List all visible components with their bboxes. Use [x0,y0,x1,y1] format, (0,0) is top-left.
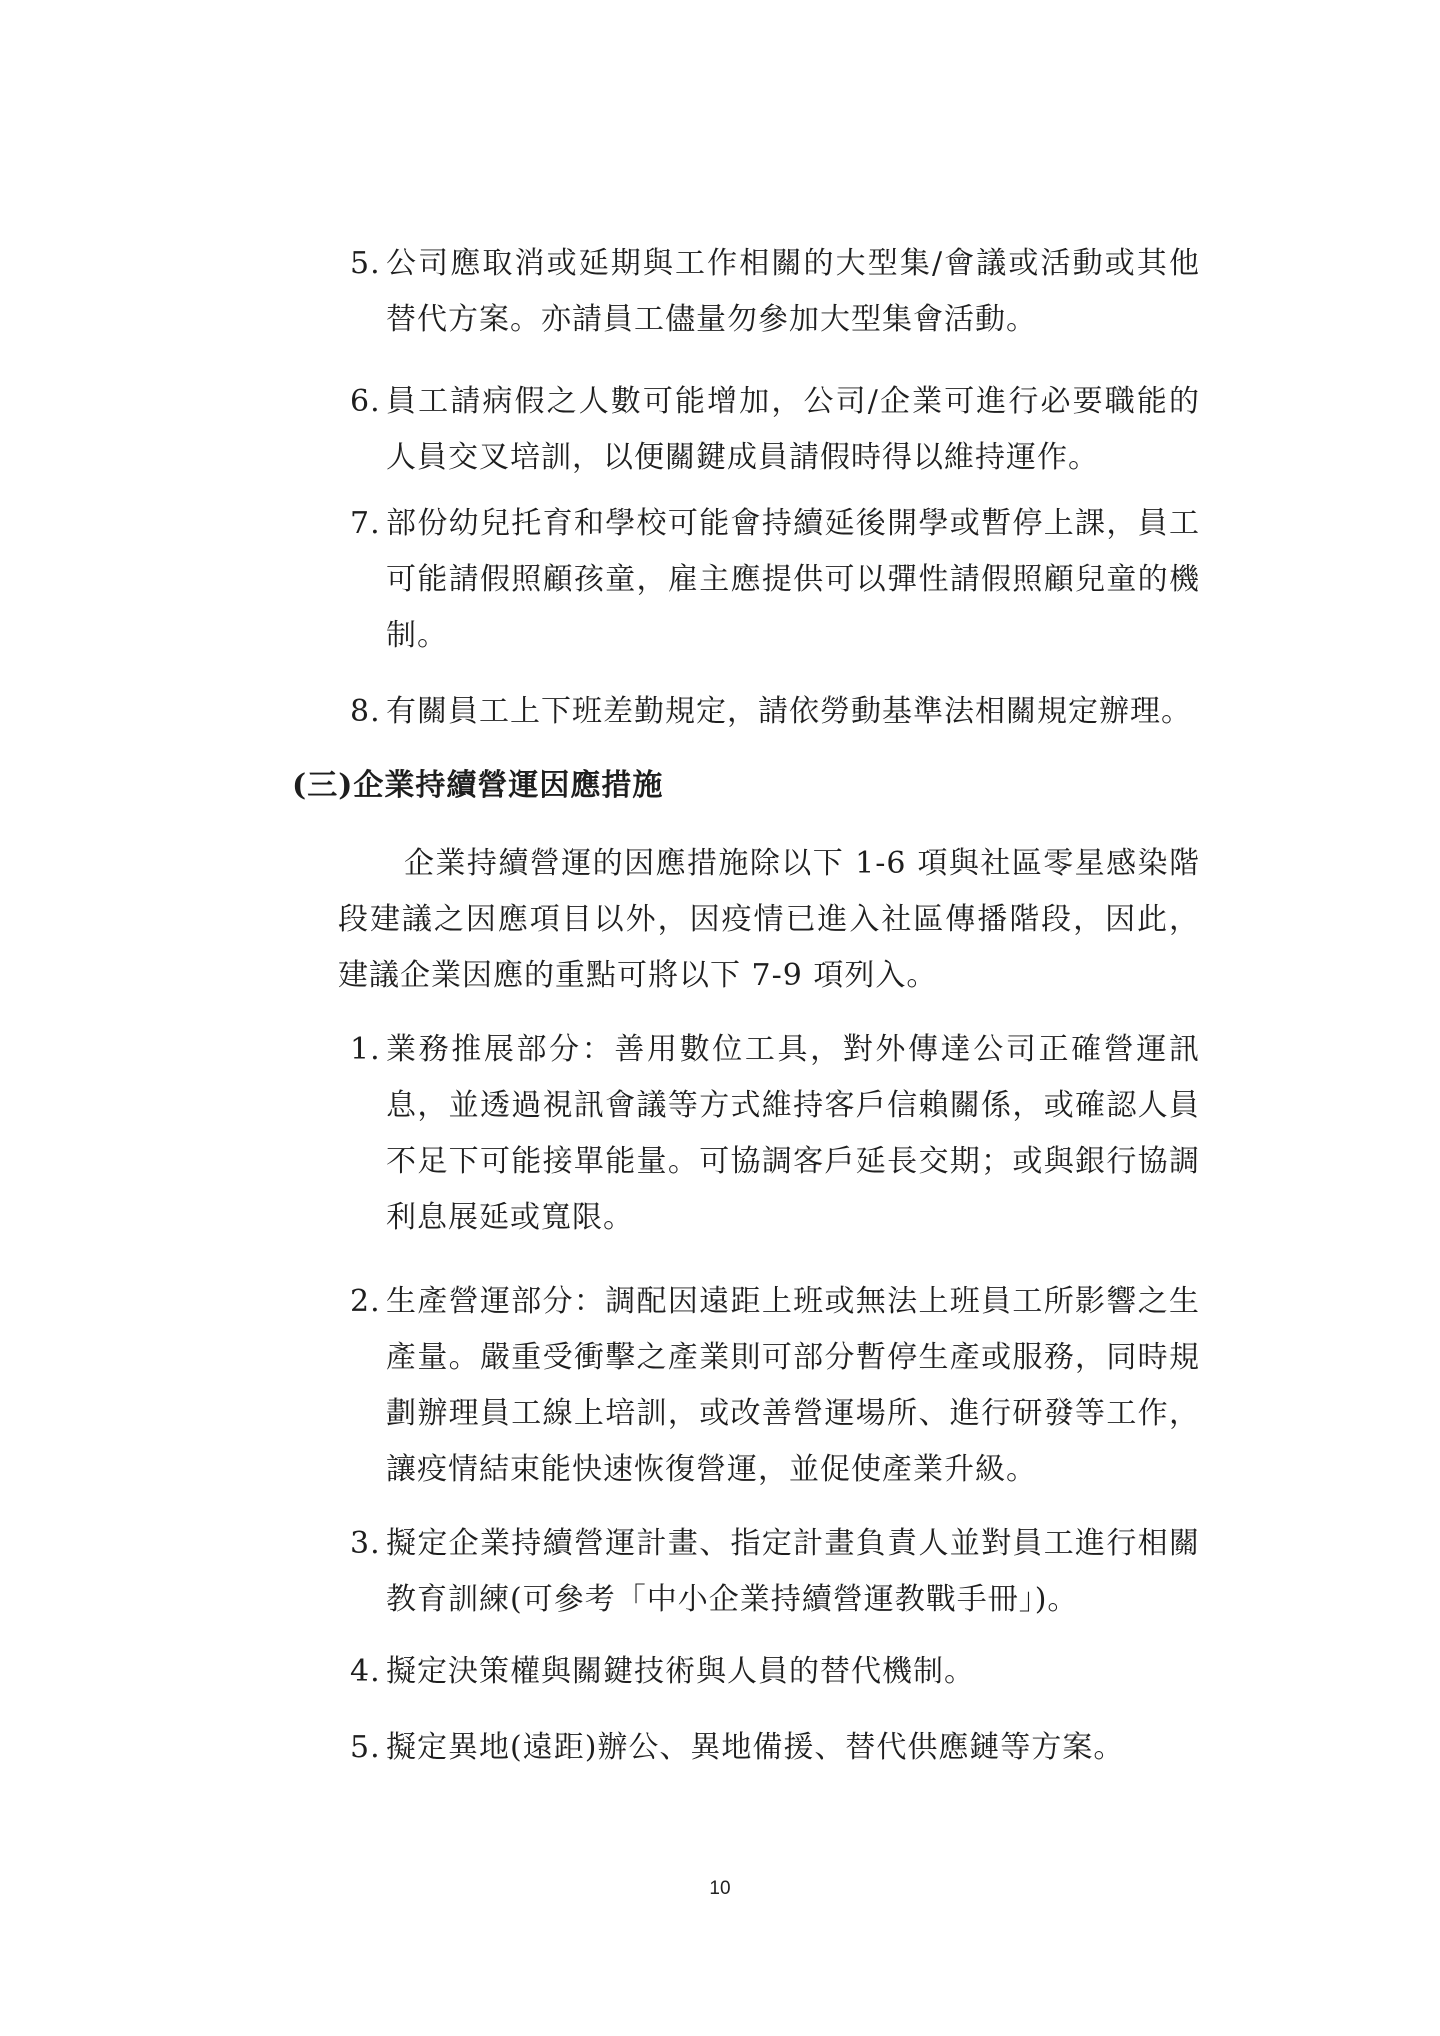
item-text: 業務推展部分：善用數位工具，對外傳達公司正確營運訊息，並透過視訊會議等方式維持客戶信賴關係，或確認人員不足下可能接單能量。可協調客戶延長交期；或與銀行協調利息展延或寬限。 [386,1032,1200,1235]
item-text: 部份幼兒托育和學校可能會持續延後開學或暫停上課，員工可能請假照顧孩童，雇主應提供可以彈性請假照顧兒童的機制。 [386,506,1200,653]
list-item [350,1022,1200,1246]
page-number: 10 [709,1878,731,1899]
list-item [350,1274,1200,1498]
list-item [350,1644,1200,1700]
list-item [350,1516,1200,1628]
item-number: 1. [350,1032,381,1067]
list-item [350,1720,1200,1776]
item-text: 擬定決策權與關鍵技術與人員的替代機制。 [386,1654,975,1689]
item-text: 生產營運部分：調配因遠距上班或無法上班員工所影響之生產量。嚴重受衝擊之產業則可部分暫停生產或服務，同時規劃辦理員工線上培訓，或改善營運場所、進行研發等工作，讓疫情結束能快速恢復營運，並促使產業升級。 [386,1284,1200,1487]
list-item [350,496,1200,664]
item-text: 擬定企業持續營運計畫、指定計畫負責人並對員工進行相關教育訓練(可參考「中小企業持續營運教戰手冊」)。 [386,1526,1200,1617]
item-text: 公司應取消或延期與工作相關的大型集/會議或活動或其他替代方案。亦請員工儘量勿參加大型集會活動。 [386,246,1200,337]
item-number: 8. [350,694,381,729]
item-number: 5. [350,1730,381,1765]
list-item [350,684,1200,740]
section-heading: (三)企業持續營運因應措施 [292,768,664,803]
intro-paragraph: 企業持續營運的因應措施除以下 1-6 項與社區零星感染階段建議之因應項目以外，因疫情已進入社區傳播階段，因此，建議企業因應的重點可將以下 7-9 項列入。 [338,846,1200,993]
item-number: 6. [350,384,381,419]
item-number: 2. [350,1284,381,1319]
item-number: 5. [350,246,381,281]
item-number: 4. [350,1654,381,1689]
item-number: 3. [350,1526,381,1561]
list-item [350,374,1200,486]
item-text: 有關員工上下班差勤規定，請依勞動基準法相關規定辦理。 [386,694,1192,729]
item-text: 擬定異地(遠距)辦公、異地備援、替代供應鏈等方案。 [386,1730,1125,1765]
list-item [350,236,1200,348]
item-number: 7. [350,506,381,541]
item-text: 員工請病假之人數可能增加，公司/企業可進行必要職能的人員交叉培訓，以便關鍵成員請假時得以維持運作。 [386,384,1200,475]
